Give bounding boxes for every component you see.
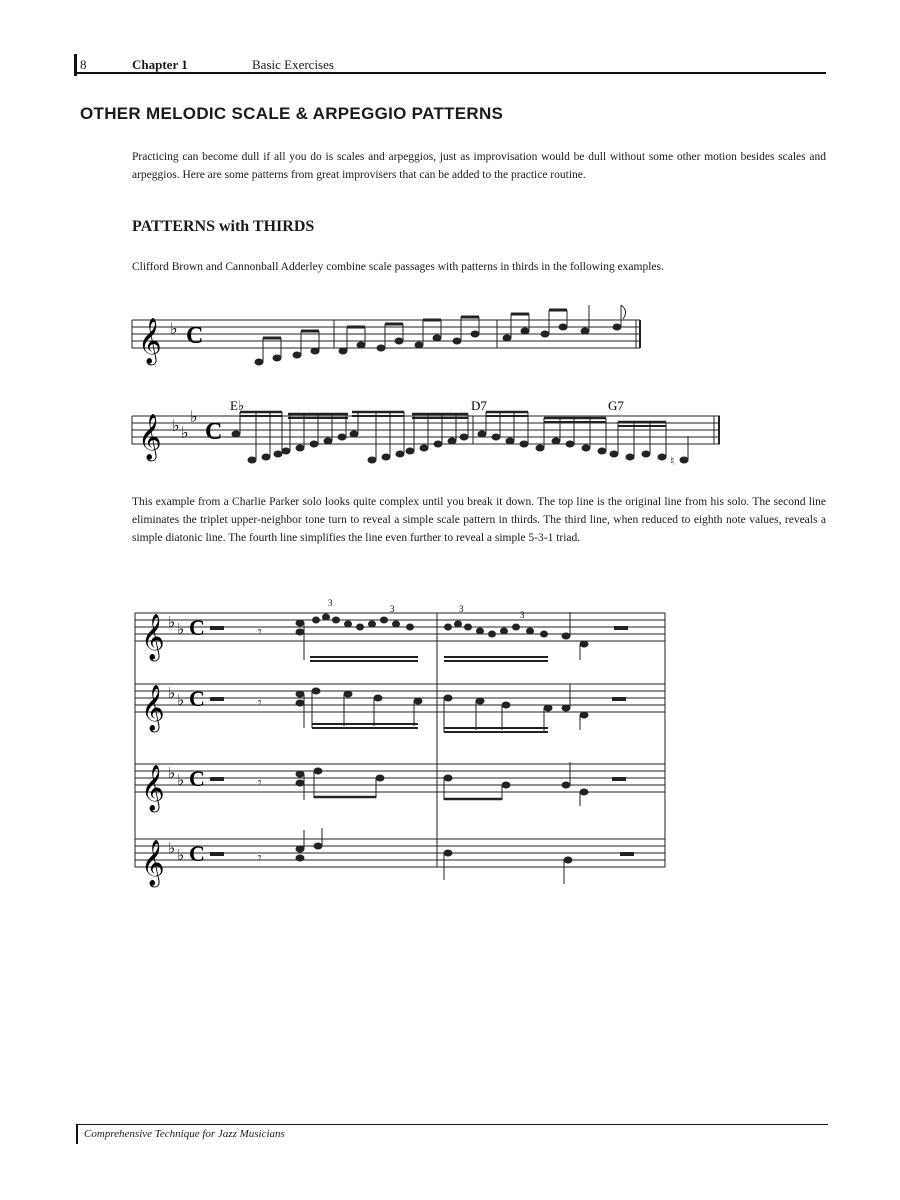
svg-text:♮: ♮: [670, 454, 675, 468]
flat-icon: ♭: [168, 686, 176, 702]
flat-icon: ♭: [168, 766, 176, 782]
chapter-label: Chapter 1: [132, 57, 188, 72]
half-rest-icon: [210, 777, 224, 781]
parker-rests: [210, 625, 634, 866]
beamed-group: [503, 305, 626, 341]
treble-clef-icon: 𝄞: [141, 840, 165, 885]
flat-icon: ♭: [172, 418, 180, 435]
flat-icon: ♭: [190, 409, 198, 426]
half-rest-icon: [612, 697, 626, 701]
treble-clef-icon: 𝄞: [141, 614, 165, 659]
parker-triplets: [328, 598, 525, 620]
time-signature: C: [189, 841, 205, 866]
half-rest-icon: [620, 852, 634, 856]
half-rest-icon: [210, 697, 224, 701]
time-signature: C: [186, 323, 204, 349]
half-rest-icon: [210, 852, 224, 856]
notes-example-2: [232, 412, 688, 468]
treble-clef-icon: 𝄞: [138, 414, 162, 459]
page-number: 8: [80, 57, 87, 72]
eighth-rest-icon: 𝄾: [258, 625, 262, 640]
flat-icon: ♭: [177, 848, 185, 864]
section-heading: PATTERNS with THIRDS: [132, 218, 315, 235]
time-signature: C: [189, 766, 205, 791]
intro-paragraph: Practicing can become dull if all you do is scales and arpeggios, just as improvisation would be dull without some other motion besides scales and arpeggios. Here are some patterns from great improvisers that can be added to the practice routine.: [132, 151, 826, 181]
triplet-mark: 3: [390, 604, 395, 614]
parker-paragraph: This example from a Charlie Parker solo looks quite complex until you break it down. The top line is the original line from his solo. The second line eliminates the triplet upper-neighbor tone turn to reveal a simple scale pattern in thirds. The third line, when reduced to eighth note values, reveals a simple diatonic line. The fourth line simplifies the line even further to reveal a simple 5-3-1 triad.: [132, 496, 826, 544]
treble-clef-icon: 𝄞: [138, 318, 162, 363]
time-signature: C: [189, 686, 205, 711]
notes-example-1: [255, 305, 626, 365]
examples-intro: Clifford Brown and Cannonball Adderley combine scale passages with patterns in thirds in the following examples.: [132, 261, 664, 273]
flat-icon: ♭: [177, 773, 185, 789]
eighth-rest-icon: 𝄾: [258, 696, 262, 711]
eighth-rest-icon: 𝄾: [258, 851, 262, 866]
triplet-mark: 3: [520, 610, 525, 620]
footer-rule: [76, 1124, 828, 1125]
half-rest-icon: [612, 777, 626, 781]
chord-symbol: D7: [471, 398, 487, 413]
flat-icon: ♭: [181, 425, 189, 442]
flat-icon: ♭: [177, 693, 185, 709]
flat-icon: ♭: [168, 615, 176, 631]
parker-notes: [296, 612, 588, 884]
page-footer: [76, 1124, 828, 1146]
section-label: Basic Exercises: [252, 57, 334, 72]
half-rest-icon: [614, 626, 628, 630]
book-title: Comprehensive Technique for Jazz Musicians: [84, 1128, 285, 1140]
triplet-mark: 3: [459, 604, 464, 614]
time-signature: C: [189, 615, 205, 640]
flat-icon: ♭: [168, 841, 176, 857]
page-title: OTHER MELODIC SCALE & ARPEGGIO PATTERNS: [80, 104, 504, 123]
chord-symbol: E♭: [230, 398, 245, 413]
chord-symbol: G7: [608, 398, 624, 413]
footer-bar: [76, 1124, 78, 1144]
eighth-rest-icon: 𝄾: [258, 776, 262, 791]
parker-clefs: [141, 614, 205, 888]
triplet-mark: 3: [328, 598, 333, 608]
half-rest-icon: [210, 626, 224, 630]
treble-clef-icon: 𝄞: [141, 685, 165, 730]
treble-clef-icon: 𝄞: [141, 765, 165, 810]
flat-icon: ♭: [170, 321, 178, 338]
parker-system: [135, 613, 665, 867]
time-signature: C: [205, 419, 223, 445]
flat-icon: ♭: [177, 622, 185, 638]
